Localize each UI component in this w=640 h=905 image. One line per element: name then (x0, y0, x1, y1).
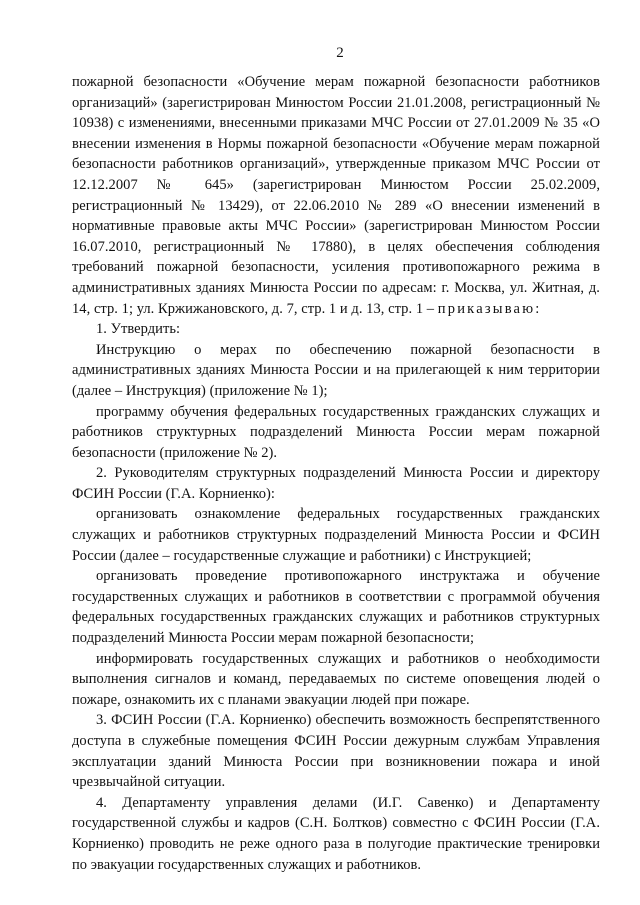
paragraph-familiarize: организовать ознакомление федеральных государственных гражданских служащих и работников структурных подразделений Минюста России и ФСИН России (далее – государственные служащие и работники) с Инструкцией; (72, 506, 600, 564)
paragraph-program: программу обучения федеральных государственных гражданских служащих и работников структурных подразделений Минюста России мерам пожарной безопасности (приложение № 2). (72, 403, 600, 461)
paragraph-legal-basis (72, 72, 600, 319)
order-word: приказываю: (437, 300, 542, 317)
legal-basis-text: пожарной безопасности «Обучение мерам пожарной безопасности работников организаций» (зарегистрирован Минюстом России 21.01.2008, регистрационный № 10938) с изменениями, внесенными приказами МЧС России от 27.01.2009 № 35 «О внесении изменения в Нормы пожарной безопасности «Обучение мерам пожарной безопасности работников организаций», утвержденные приказом МЧС России от 12.12.2007 № 645» (зарегистрирован Минюстом России 25.02.2009, регистрационный № 13429), от 22.06.2010 № 289 «О внесении изменений в нормативные правовые акты МЧС России» (зарегистрирован Минюстом России 16.07.2010, регистрационный № 17880), в целях обеспечения соблюдения требований пожарной безопасности, усиления противопожарного режима в административных зданиях Минюста России по адресам: г. Москва, ул. Житная, д. 14, стр. 1; ул. Кржижановского, д. 7, стр. 1 и д. 13, стр. 1 – (72, 74, 600, 317)
paragraph-item-4: 4. Департаменту управления делами (И.Г. Савенко) и Департаменту государственной службы и кадров (С.Н. Болтков) совместно с ФСИН России (Г.А. Корниенко) проводить не реже одного раза в полугодие практические тренировки по эвакуации государственных служащих и работников. (72, 794, 600, 873)
paragraph-item-3: 3. ФСИН России (Г.А. Корниенко) обеспечить возможность беспрепятственного доступа в служебные помещения ФСИН России дежурным службам Управления эксплуатации зданий Минюста России при возникновении пожара и иной чрезвычайной ситуации. (72, 712, 600, 791)
paragraph-instruction: Инструкцию о мерах по обеспечению пожарной безопасности в административных зданиях Минюста России и на прилегающей к ним территории (далее – Инструкция) (приложение № 1); (72, 341, 600, 399)
paragraph-item-2: 2. Руководителям структурных подразделений Минюста России и директору ФСИН России (Г.А. Корниенко): (72, 465, 600, 502)
page-number: 2 (336, 45, 344, 61)
paragraph-inform: информировать государственных служащих и работников о необходимости выполнения сигналов и команд, передаваемых по системе оповещения людей о пожаре, ознакомить их с планами эвакуации людей при пожаре. (72, 650, 600, 708)
paragraph-item-1: 1. Утвердить: (96, 321, 181, 338)
paragraph-briefing: организовать проведение противопожарного инструктажа и обучение государственных служащих и работников в соответствии с программой обучения федеральных государственных гражданских служащих и работников структурных подразделений Минюста России мерам пожарной безопасности; (72, 568, 600, 647)
